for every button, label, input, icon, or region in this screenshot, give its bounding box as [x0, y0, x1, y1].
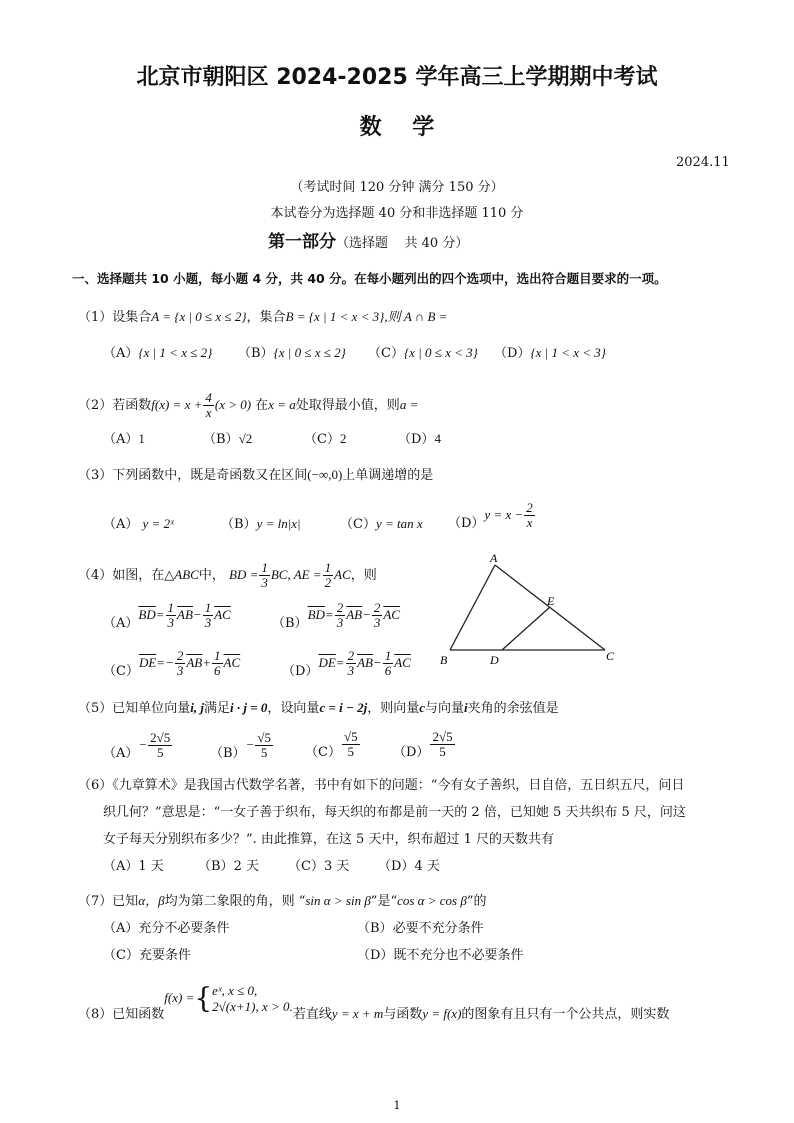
question-1-stem [78, 309, 447, 326]
q5-text: ，则向量 [367, 701, 420, 716]
q8-text: （8）已知函数 [78, 1007, 165, 1022]
q5-text: ，设向量 [267, 701, 320, 716]
operator: − [362, 607, 371, 622]
option-label: （D） [398, 432, 435, 447]
option-label: （B） [203, 432, 239, 447]
option-label: （D） [448, 516, 485, 531]
vector: $\overline{AC}$ [223, 655, 241, 670]
denominator: 3 [373, 615, 381, 630]
option-label: （B） [357, 921, 393, 936]
fraction [212, 649, 223, 678]
option-label: （B） [210, 746, 246, 761]
option-text: y = ln|x| [256, 516, 301, 531]
option-label: （B） [198, 859, 234, 874]
numerator: 1 [167, 600, 175, 615]
q5-text: （5）已知单位向量 [78, 701, 191, 716]
q7-text: （7）已知 [78, 894, 139, 909]
q3-option-c[interactable] [340, 516, 423, 533]
exam-structure-note: 本试卷分为选择题 40 分和非选择题 110 分 [270, 206, 524, 221]
option-label: （C） [368, 346, 404, 361]
angles-alpha-beta: α，β [138, 893, 165, 908]
option-label: （D） [494, 346, 531, 361]
q4-option-d[interactable]: $(D)\overline{DE}=$ $\frac{2}{3}$ $\overline{AB}-$ $\frac{1}{6}$ $\overline{AC}$ [282, 648, 411, 679]
fraction [346, 649, 357, 678]
fraction [175, 649, 186, 678]
q2-option-c[interactable] [304, 431, 346, 448]
denominator: 5 [260, 745, 268, 760]
part-note: （选择题 共 40 分） [336, 236, 469, 251]
option-text: y = x − [484, 507, 524, 522]
fraction [335, 601, 346, 630]
vector-c-def: c = i − 2j [319, 700, 368, 715]
label-c: C [606, 649, 615, 663]
exam-title: 北京市朝阳区 2024-2025 学年高三上学期期中考试 [136, 65, 658, 90]
fraction [148, 731, 172, 760]
exam-time-note: （考试时间 120 分钟 满分 150 分） [290, 180, 504, 195]
denominator: 6 [384, 663, 392, 678]
condition-q: cos α > cos β [397, 893, 467, 908]
question-3-stem [78, 467, 433, 484]
function-f: f(x) = [164, 990, 195, 1005]
option-text: 1 天 [138, 859, 164, 874]
q2-option-a[interactable] [103, 431, 145, 448]
vector: $\overline{BD}$ [138, 607, 156, 622]
vector: $\overline{DE}$ [318, 655, 336, 670]
operator: − [192, 607, 202, 622]
vector-i: i [464, 700, 468, 715]
q3-option-a[interactable] [103, 516, 174, 533]
fraction [323, 561, 334, 590]
case-1: eˣ, x ≤ 0, [212, 982, 258, 998]
numerator: 2 [336, 600, 344, 615]
option-label: （C） [305, 745, 341, 760]
option-text: y = tan x [375, 516, 423, 531]
option-label: （A） [103, 346, 139, 361]
option-text: 必要不充分条件 [392, 921, 484, 936]
fraction [166, 601, 177, 630]
vector: $\overline{AB}$ [346, 607, 363, 622]
numerator: 4 [205, 390, 212, 405]
label-a: A [490, 551, 498, 565]
fraction [372, 601, 383, 630]
fraction [383, 649, 394, 678]
option-text: {x | 1 < x ≤ 2} [138, 345, 213, 360]
q4-option-b[interactable]: $(B)\overline{BD}=$ $\frac{2}{3}$ $\overline{AB}-$ $\frac{2}{3}$ $\overline{AC}$ [272, 600, 400, 631]
q7-option-b[interactable] [357, 921, 484, 937]
q4-text: （4）如图，在 [78, 568, 165, 583]
option-text: 充要条件 [138, 948, 191, 963]
exam-date: 2024.11 [676, 155, 730, 170]
numerator: 2 [347, 648, 355, 663]
numerator: √5 [343, 729, 358, 744]
denominator: 3 [176, 663, 184, 678]
numerator: 1 [214, 648, 221, 663]
q5-option-a[interactable] [103, 728, 173, 762]
q6-option-d[interactable] [378, 859, 440, 875]
vector: $\overline{AC}$ [394, 655, 411, 670]
condition-p: sin α > sin β [305, 893, 371, 908]
vectors-ij: i, j [190, 700, 205, 715]
option-label: （C） [103, 664, 139, 679]
operator: − [165, 655, 174, 670]
option-text: 4 [434, 431, 441, 446]
part-heading [268, 234, 468, 252]
bd-expr: BD = [229, 567, 259, 582]
option-text: {x | 0 ≤ x ≤ 2} [273, 345, 346, 360]
label-d: D [490, 653, 499, 667]
option-text: y = 2ˣ [142, 516, 174, 531]
q2-option-d[interactable] [398, 431, 441, 448]
section-intro: 一、选择题共 10 小题，每小题 4 分，共 40 分。在每小题列出的四个选项中，选出符合题目要求的一项。 [72, 271, 667, 286]
numerator: 1 [261, 560, 268, 575]
side-ab [450, 565, 495, 650]
q8-text: 的图象有且只有一个公共点，则实数 [461, 1007, 670, 1022]
option-label: （A） [103, 921, 139, 936]
option-text: 充分不必要条件 [138, 921, 230, 936]
q1-option-d[interactable] [494, 345, 606, 362]
q5-text: 夹角的余弦值是 [467, 701, 559, 716]
y-equals-fx: y = f(x) [422, 1006, 462, 1021]
q1-text: （1）设集合 [78, 310, 152, 325]
piecewise-cases [212, 983, 293, 1015]
q7-option-c[interactable] [103, 948, 191, 964]
denominator: 3 [167, 615, 175, 630]
q3-option-d[interactable] [448, 498, 536, 538]
fraction [524, 501, 535, 530]
fraction [430, 730, 454, 759]
option-label: （B） [221, 517, 257, 532]
denominator: x [205, 405, 212, 420]
option-label: （A） [103, 432, 139, 447]
option-label: （A） [103, 746, 139, 761]
numerator: 2 [373, 600, 381, 615]
option-text: 既不充分也不必要条件 [393, 948, 524, 963]
option-text: {x | 0 ≤ x < 3} [403, 345, 478, 360]
q5-text: 满足 [204, 701, 231, 716]
vector: $\overline{AB}$ [177, 607, 193, 622]
q6-option-a[interactable] [103, 859, 164, 875]
q3-text: （3）下列函数中，既是奇函数又在区间 [78, 468, 308, 483]
label-e: E [547, 594, 555, 608]
q1-option-b[interactable] [238, 345, 346, 362]
option-text: 1 [138, 431, 145, 446]
fraction [259, 561, 270, 590]
option-label: （D） [393, 745, 430, 760]
option-text: 2 天 [233, 859, 259, 874]
segment-de [502, 607, 550, 650]
numerator: 1 [204, 600, 212, 615]
q6-option-c[interactable] [288, 859, 349, 875]
vector: $\overline{AC}$ [214, 607, 231, 622]
option-text: √2 [238, 431, 253, 446]
case-2: 2√(x+1), x > 0. [212, 998, 293, 1014]
q7-option-d[interactable] [357, 948, 523, 964]
interval: (−∞,0) [307, 467, 343, 482]
q2-text: （2）若函数 [78, 398, 152, 413]
question-6-line-2: 织几何？”意思是：“一女子善于织布，每天织的布都是前一天的 2 倍，已知她 5 天共织布 5 尺，问这 [103, 805, 686, 820]
q1-text: ，集合 [246, 310, 286, 325]
option-label: （B） [238, 346, 274, 361]
numerator: 2 [526, 500, 533, 515]
option-text: {x | 1 < x < 3} [530, 345, 606, 360]
denominator: 6 [214, 663, 221, 678]
q5-option-b[interactable] [210, 728, 274, 762]
q4-option-a[interactable]: $(A)\overline{BD}=$ $\frac{1}{3}$ $\overline{AB}-$ $\frac{1}{3}$ $\overline{AC}$ [103, 600, 231, 631]
denominator: x [526, 515, 533, 530]
q4-text: ，则 [350, 568, 377, 583]
q2-option-b[interactable] [203, 431, 252, 448]
vector: $\overline{AB}$ [357, 655, 373, 670]
vector: $\overline{DE}$ [138, 655, 157, 670]
denominator: 5 [439, 744, 446, 759]
vector-c: c [419, 700, 426, 715]
numerator: 2√5 [432, 729, 453, 744]
x-equals-a: x = a [268, 397, 296, 412]
vector: $\overline{BD}$ [307, 607, 325, 622]
operator: + [202, 655, 212, 670]
denominator: 3 [261, 575, 268, 590]
fraction [255, 731, 273, 760]
numerator: 1 [324, 560, 332, 575]
line-equation: y = x + m [331, 1006, 384, 1021]
triangle-abc: △ABC [164, 567, 199, 582]
q7-text: 均为第二象限的角，则 “ [164, 894, 306, 909]
denominator: 3 [204, 615, 212, 630]
q3-text: 上单调递增的是 [342, 468, 434, 483]
q1-option-c[interactable] [368, 345, 478, 362]
page-number: 1 [393, 1099, 401, 1112]
option-label: （C） [103, 948, 139, 963]
q3-option-b[interactable] [221, 516, 301, 533]
sign: − [245, 737, 255, 752]
set-b: B = {x | 1 < x < 3} [285, 309, 385, 324]
part-title: 第一部分 [268, 232, 336, 252]
q1-option-a[interactable] [103, 345, 212, 362]
question-8-stem [78, 978, 669, 1034]
triangle-figure [430, 550, 630, 675]
denominator: 3 [347, 663, 355, 678]
domain-condition: (x > 0) [214, 397, 252, 412]
option-label: （C） [304, 432, 340, 447]
option-label: （A） [103, 517, 139, 532]
option-label: （C） [340, 517, 376, 532]
denominator: 5 [347, 744, 355, 759]
question-6-line-1: （6）《九章算术》是我国古代数学名著，书中有如下的问题：“今有女子善织，日自倍，五日织五尺，问日 [78, 778, 685, 793]
option-text: 4 天 [414, 859, 440, 874]
question-2-stem [78, 388, 418, 422]
left-brace: { [194, 981, 213, 1015]
denominator: 3 [336, 615, 344, 630]
operator: − [372, 655, 382, 670]
denominator: 5 [156, 745, 164, 760]
vector: $\overline{AC}$ [383, 607, 400, 622]
q7-option-a[interactable] [103, 921, 229, 937]
question-4-stem [78, 558, 377, 592]
vector: $\overline{AB}$ [186, 655, 203, 670]
numerator: 2√5 [150, 730, 171, 745]
ae-expr: BC, AE = [270, 567, 322, 582]
fraction [203, 391, 214, 420]
numerator: √5 [257, 730, 271, 745]
fraction [203, 601, 214, 630]
option-label: （D） [282, 664, 319, 679]
q5-text: 与向量 [425, 701, 465, 716]
q8-text: 与函数 [383, 1007, 423, 1022]
question-5-stem [78, 700, 559, 717]
option-text: 3 天 [323, 859, 350, 874]
ac-term: AC [334, 567, 351, 582]
option-label: （D） [357, 948, 394, 963]
q5-option-d[interactable] [393, 728, 456, 762]
set-a: A = {x | 0 ≤ x ≤ 2} [151, 309, 247, 324]
option-label: （B） [272, 616, 308, 631]
fraction [342, 730, 360, 759]
a-equals: a = [399, 397, 419, 412]
q4-text: 中， [198, 568, 225, 583]
q7-text: ”是“ [370, 894, 398, 909]
dot-product: i · j = 0 [230, 700, 268, 715]
numerator: 1 [384, 648, 392, 663]
function-f: f(x) = x + [151, 397, 203, 412]
option-label: （D） [378, 859, 415, 874]
option-label: （A） [103, 616, 139, 631]
option-label: （C） [288, 859, 324, 874]
subject-title: 数 学 [359, 115, 435, 140]
q8-text: 若直线 [292, 1007, 332, 1022]
option-text: 2 [339, 431, 347, 446]
label-b: B [440, 653, 448, 667]
q2-text: 处取得最小值，则 [295, 398, 400, 413]
numerator: 2 [176, 648, 184, 663]
denominator: 2 [324, 575, 332, 590]
q2-text: 在 [255, 398, 269, 413]
sign: − [138, 737, 148, 752]
question-6-line-3: 女子每天分别织布多少？”. 由此推算，在这 5 天中，织布超过 1 尺的天数共有 [103, 832, 554, 847]
q1-text: ,则 A ∩ B = [384, 309, 448, 324]
q4-option-c[interactable]: $(C)\overline{DE}=-$ $\frac{2}{3}$ $\overline{AB}+$ $\frac{1}{6}$ $\overline{AC}$ [103, 648, 241, 679]
question-7-stem [78, 893, 486, 910]
option-label: （A） [103, 859, 139, 874]
q5-option-c[interactable] [305, 728, 361, 762]
q7-text: ”的 [466, 894, 487, 909]
q6-option-b[interactable] [198, 859, 259, 875]
